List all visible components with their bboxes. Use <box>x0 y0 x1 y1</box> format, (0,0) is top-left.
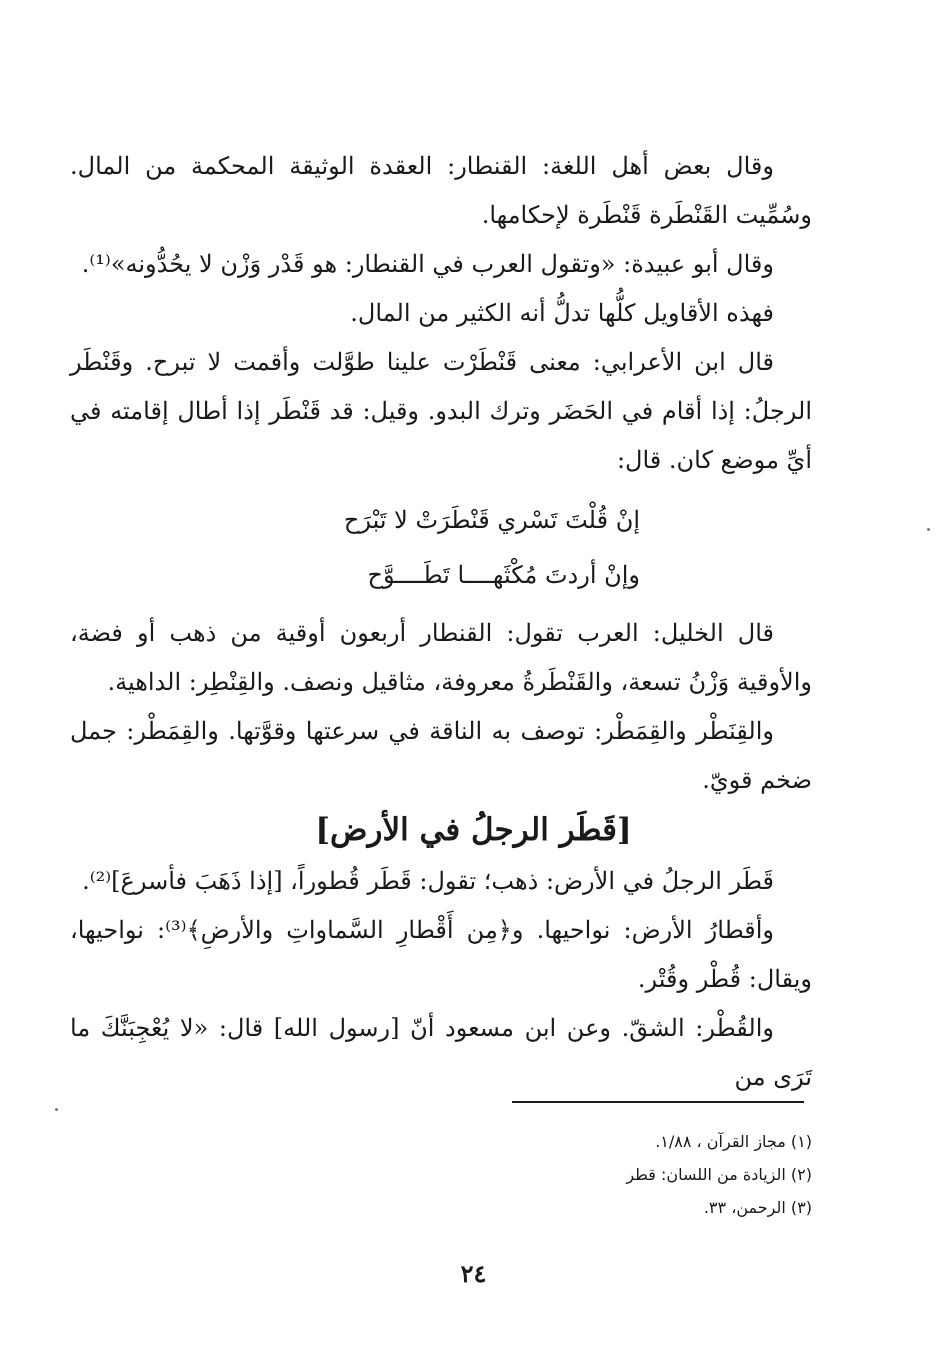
paragraph-khalil: قال الخليل: العرب تقول: القنطار أربعون أوقية من ذهب أو فضة، والأوقية وَزْنُ تسعة، والقَنْطَرةُ معروفة، مثاقيل ونصف. والقِنْطِر: الداهية. <box>70 619 812 696</box>
scan-speck <box>927 528 930 531</box>
page-number: ٢٤ <box>460 1259 487 1288</box>
paragraph-qimatr: والقِنَطْر والقِمَطْر: توصف به الناقة في سرعتها وقوَّتها. والقِمَطْر: جمل ضخم قويّ. <box>70 717 812 794</box>
paragraph-ibn-alarabi: قال ابن الأعرابي: معنى قَنْطَرْت علينا طوَّلت وأقمت لا تبرح. وقَنْطَر الرجلُ: إذا أقام في الحَضَر وترك البدو. وقيل: قد قَنْطَر إذا أطال إقامته في أيِّ موضع كان. قال: <box>70 348 812 474</box>
footnote-divider <box>512 1101 804 1103</box>
section-heading: [قَطَر الرجلُ في الأرض] <box>315 812 632 848</box>
paragraph-qintar-lughah: وقال بعض أهل اللغة: القنطار: العقدة الوثيقة المحكمة من المال. وسُمِّيت القَنْطَرة قَنْطَرة لإحكامها. <box>70 152 812 229</box>
paragraph-aqawil: فهذه الأقاويل كلُّها تدلُّ أنه الكثير من المال. <box>350 299 774 327</box>
paragraph-abu-ubaida: وقال أبو عبيدة: «وتقول العرب في القنطار: هو قَدْر وَزْن لا يحُدُّونه»⁽¹⁾. <box>81 250 774 278</box>
main-text-block-2 <box>70 609 812 805</box>
paragraph-qutr: والقُطْر: الشقّ. وعن ابن مسعود أنّ [رسول الله] قال: «لا يُعْجِبَنَّكَ ما تَرَى من <box>70 1014 812 1091</box>
footnote-3: (٣) الرحمن، ٣٣. <box>703 1198 812 1217</box>
footnote-2: (٢) الزيادة من اللسان: قطر <box>626 1165 812 1184</box>
poem-line-1: إنْ قُلْتَ تَسْري قَنْطَرَتْ لا تَبْرَح <box>343 506 640 534</box>
paragraph-aqtar: وأقطارُ الأرض: نواحيها. و﴿مِن أَقْطارِ السَّماواتِ والأرضِ﴾⁽³⁾: نواحيها، ويقال: قُطْر وقُتْر. <box>70 916 812 993</box>
poem-line-2: وإنْ أردتَ مُكْثَهــــا تَطَــــوَّح <box>367 561 640 589</box>
scan-speck <box>55 1108 58 1111</box>
main-text-block-3 <box>70 857 812 1102</box>
poem-block <box>340 504 640 591</box>
footnotes <box>400 1125 812 1224</box>
main-text-block-1 <box>70 142 812 485</box>
paragraph-qatar-rajul: قَطَر الرجلُ في الأرض: ذهب؛ تقول: قَطَر قُطوراً، [إذا ذَهَبَ فأسرعَ]⁽²⁾. <box>82 867 774 895</box>
footnote-1: (١) مجاز القرآن ، ١/٨٨. <box>655 1132 812 1151</box>
